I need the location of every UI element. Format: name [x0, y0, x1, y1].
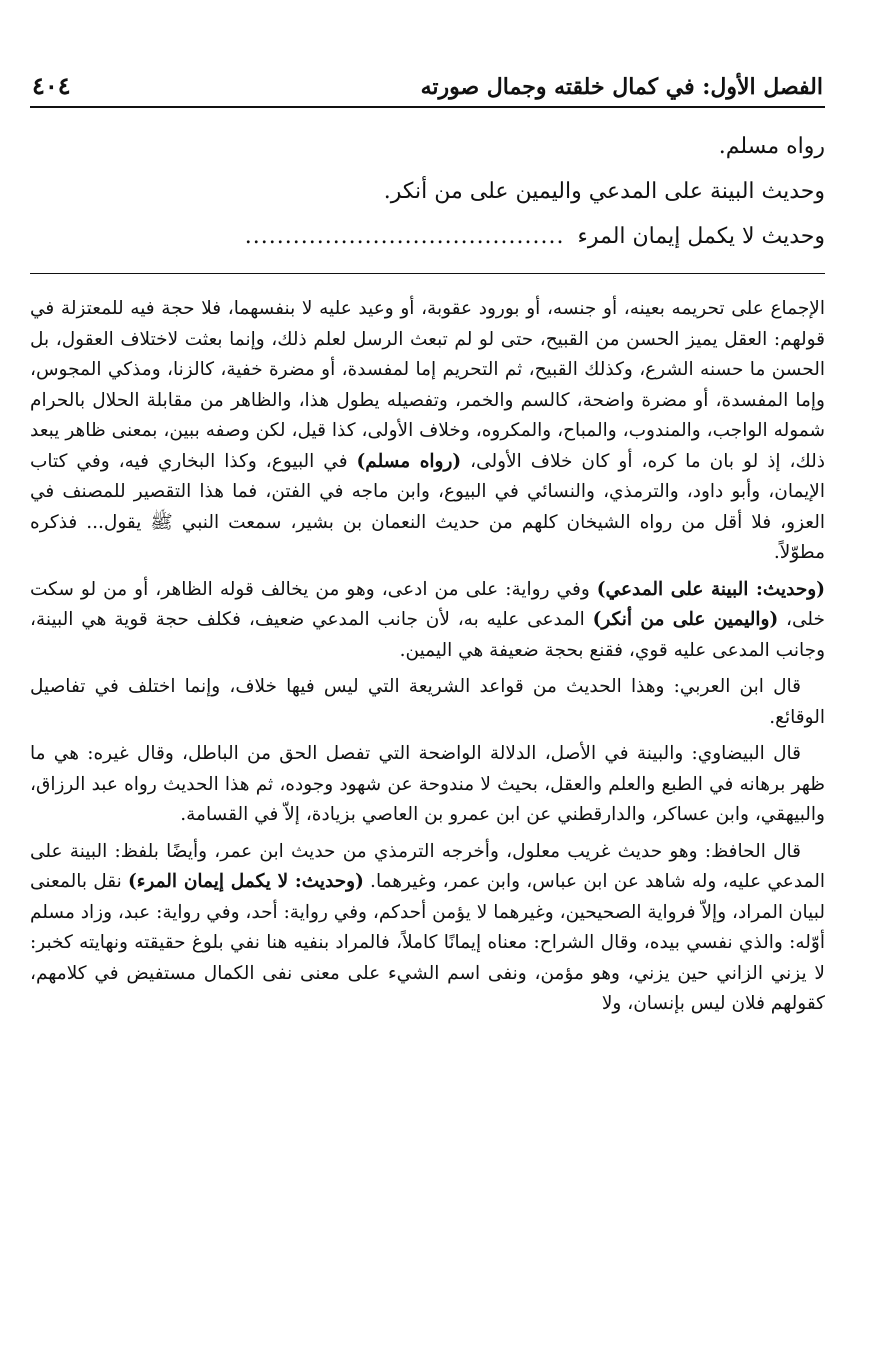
page-number: ٤٠٤ — [32, 71, 71, 100]
ellipsis-dots: ........................................ — [244, 224, 565, 249]
paragraph-text: قال الحافظ: وهو حديث غريب معلول، وأخرجه الترمذي من حديث ابن عمر، وأيضًا بلفظ: البينة على المدعي عليه، وله شاهد عن ابن عباس، وابن عمر، وغيرهما. — [30, 840, 825, 892]
main-text — [30, 124, 825, 259]
bold-quote: (رواه مسلم) — [356, 450, 462, 472]
main-line-1: رواه مسلم. — [718, 134, 825, 159]
commentary-paragraph-3: قال ابن العربي: وهذا الحديث من قواعد الشريعة التي ليس فيها خلاف، وإنما اختلف في تفاصيل الوقائع. — [30, 676, 825, 728]
paragraph-text: الإجماع على تحريمه بعينه، أو جنسه، أو بورود عقوبة، أو وعيد عليه لا بنفسهما، فلا حجة فيه للمعتزلة في قولهم: العقل يميز الحسن من القبيح، حتى لو لم تبعث الرسل لعلم ذلك، وإنما بعثت لاختلاف العقول، بل الحسن ما حسنه الشرع، وكذلك القبيح، ثم التحريم إما لمفسدة، أو مضرة خفية، كالزنا، ومذكي المجوس، وإما المفسدة، أو مضرة واضحة، كالسم والخمر، وتفصيله يطول هذا، والظاهر من مقابلة الحلال بالحرام شموله الواجب، والمندوب، والمباح، والمكروه، وخلاف الأولى، كذا قيل، لكن وصفه ببين، بمعنى ظاهر يبعد ذلك، إذ لو بان ما كره، أو كان خلاف الأولى، — [30, 298, 825, 472]
chapter-title: الفصل الأول: في كمال خلقته وجمال صورته — [420, 74, 823, 100]
bold-quote: (وحديث: البينة على المدعي) — [596, 578, 825, 600]
bold-quote: (واليمين على من أنكر) — [592, 609, 779, 630]
page-header — [30, 60, 825, 108]
paragraph-text: في البيوع، وكذا البخاري فيه، وفي كتاب الإيمان، وأبو داود، والترمذي، والنسائي في البيوع، وابن ماجه في الفتن، فما هذا التقصير للمصنف في العزو، فلا أقل من رواه الشيخان كلهم من حديث النعمان بن بشير، سمعت النبي ﷺ يقول... فذكره مطوّلاً. — [30, 450, 825, 563]
commentary-paragraph-4: قال البيضاوي: والبينة في الأصل، الدلالة الواضحة التي تفصل الحق من الباطل، وقال غيره: هي ما ظهر برهانه في الطبع والعلم والعقل، بحيث لا مندوحة عن شهود وجوده، ثم هذا الحديث رواه عبد الرزاق، والبيهقي، وابن عساكر، والدارقطني عن ابن عمرو بن العاصي بزيادة، إلاّ في القسامة. — [30, 743, 825, 825]
paragraph-text: وفي رواية: على من ادعى، وهو من يخالف قوله الظاهر، أو من لو سكت خلى، — [30, 578, 825, 630]
main-line-2: وحديث البينة على المدعي واليمين على من أنكر. — [383, 179, 825, 204]
main-line-3-text: وحديث لا يكمل إيمان المرء — [577, 224, 825, 249]
commentary-paragraph-1 — [30, 294, 825, 569]
commentary — [30, 294, 825, 1020]
bold-quote: (وحديث: لا يكمل إيمان المرء) — [127, 871, 364, 892]
separator-rule — [30, 273, 825, 274]
commentary-paragraph-2 — [30, 575, 825, 667]
book-page — [30, 60, 825, 1026]
paragraph-text: نقل بالمعنى لبيان المراد، وإلاّ فرواية الصحيحين، وغيرهما لا يؤمن أحدكم، وفي رواية: أحد، وفي رواية: عبد، وزاد مسلم أوّله: والذي نفسي بيده، وقال الشراح: معناه إيمانًا كاملاً، فالمراد بنفيه هنا نفي بلوغ حقيقته ونهايته كخبر: لا يزني الزاني حين يزني، وهو مؤمن، ونفى اسم الشيء على معنى نفى الكمال مستفيض في كلامهم، كقولهم فلان ليس بإنسان، ولا — [30, 871, 825, 1014]
commentary-paragraph-5 — [30, 837, 825, 1020]
paragraph-text: المدعى عليه به، لأن جانب المدعي ضعيف، فكلف حجة قوية هي البينة، وجانب المدعى عليه قوي، فقنع بحجة ضعيفة هي اليمين. — [30, 609, 825, 661]
main-line-3 — [30, 214, 825, 259]
